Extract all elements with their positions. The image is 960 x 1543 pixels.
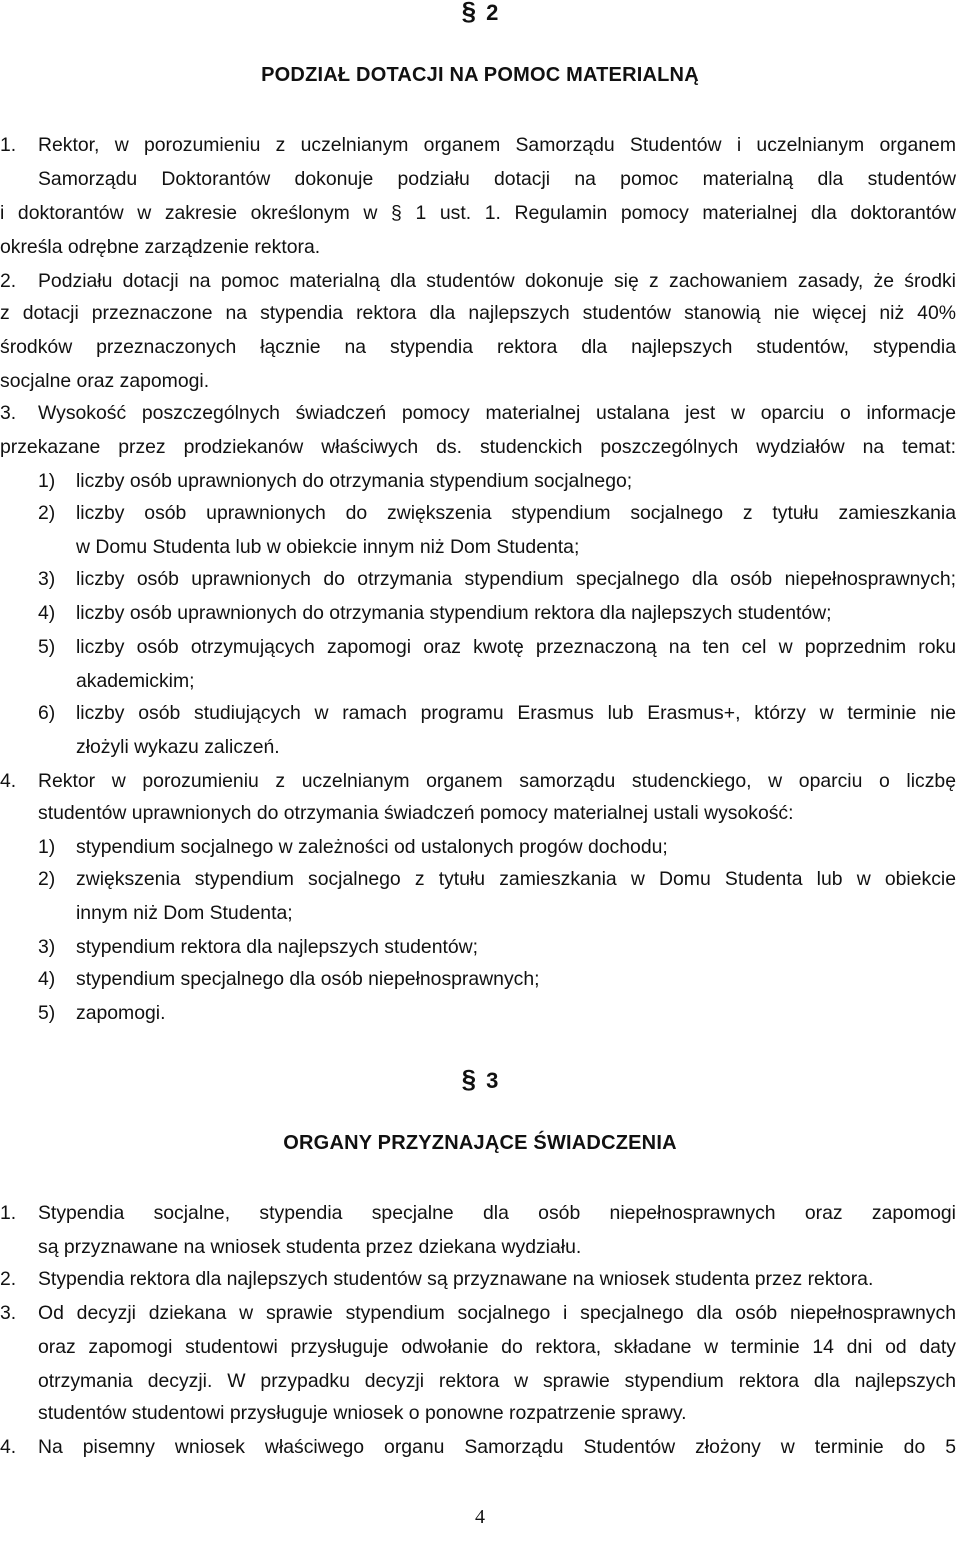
paragraph-line: Rektor, w porozumieniu z uczelnianym organem Samorządu Studentów i uczelnianym organem bbox=[38, 134, 956, 156]
paragraph-line: Samorządu Doktorantów dokonuje podziału dotacji na pomoc materialną dla studentów bbox=[38, 168, 956, 190]
paragraph-line: z dotacji przeznaczone na stypendia rektora dla najlepszych studentów stanowią nie więcej niż 40% bbox=[0, 302, 956, 324]
paragraph-line: studentów studentowi przysługuje wniosek o ponowne rozpatrzenie sprawy. bbox=[38, 1402, 687, 1424]
list-item-line: innym niż Dom Studenta; bbox=[76, 902, 293, 924]
section-symbol: § bbox=[461, 1064, 477, 1094]
section-3-heading: ORGANY PRZYZNAJĄCE ŚWIADCZENIA bbox=[283, 1132, 677, 1154]
section-2-mark bbox=[0, 0, 960, 27]
section-2-heading: PODZIAŁ DOTACJI NA POMOC MATERIALNĄ bbox=[261, 64, 699, 86]
list-item-number: 2) bbox=[38, 868, 56, 890]
paragraph-line: otrzymania decyzji. W przypadku decyzji rektora w sprawie stypendium rektora dla najlepszych bbox=[38, 1370, 956, 1392]
paragraph-line: przekazane przez prodziekanów właściwych ds. studenckich poszczególnych wydziałów na temat: bbox=[0, 436, 956, 458]
list-item-number: 3) bbox=[38, 568, 56, 590]
paragraph-line: Od decyzji dziekana w sprawie stypendium socjalnego i specjalnego dla osób niepełnosprawnych bbox=[38, 1302, 956, 1324]
list-item-number: 4) bbox=[38, 968, 56, 990]
section-number: 2 bbox=[486, 0, 499, 25]
list-item-number: 6) bbox=[38, 702, 56, 724]
section-number: 3 bbox=[486, 1068, 499, 1093]
paragraph-line: i doktorantów w zakresie określonym w § 1 ust. 1. Regulamin pomocy materialnej dla doktorantów bbox=[0, 202, 956, 224]
list-item-line: liczby osób uprawnionych do otrzymania stypendium rektora dla najlepszych studentów; bbox=[76, 602, 832, 624]
paragraph-line: Wysokość poszczególnych świadczeń pomocy materialnej ustalana jest w oparciu o informacje bbox=[38, 402, 956, 424]
paragraph-number: 4. bbox=[0, 1436, 17, 1458]
paragraph-line: Stypendia socjalne, stypendia specjalne dla osób niepełnosprawnych oraz zapomogi bbox=[38, 1202, 956, 1224]
paragraph-line: studentów uprawnionych do otrzymania świadczeń pomocy materialnej ustali wysokość: bbox=[38, 802, 794, 824]
list-item-line: w Domu Studenta lub w obiekcie innym niż Dom Studenta; bbox=[76, 536, 580, 558]
list-item-line: liczby osób uprawnionych do otrzymania stypendium socjalnego; bbox=[76, 470, 633, 492]
paragraph-line: socjalne oraz zapomogi. bbox=[0, 370, 210, 392]
paragraph-line: Podziału dotacji na pomoc materialną dla studentów dokonuje się z zachowaniem zasady, że środki bbox=[38, 270, 956, 292]
list-item-line: stypendium socjalnego w zależności od ustalonych progów dochodu; bbox=[76, 836, 668, 858]
list-item-number: 5) bbox=[38, 1002, 56, 1024]
section-3-mark bbox=[0, 1064, 960, 1095]
paragraph-number: 4. bbox=[0, 770, 17, 792]
list-item-line: złożyli wykazu zaliczeń. bbox=[76, 736, 280, 758]
list-item-line: akademickim; bbox=[76, 670, 195, 692]
list-item-line: stypendium rektora dla najlepszych studentów; bbox=[76, 936, 479, 958]
list-item-line: liczby osób uprawnionych do zwiększenia stypendium socjalnego z tytułu zamieszkania bbox=[76, 502, 956, 524]
list-item-line: stypendium specjalnego dla osób niepełnosprawnych; bbox=[76, 968, 540, 990]
list-item-number: 3) bbox=[38, 936, 56, 958]
paragraph-line: oraz zapomogi studentowi przysługuje odwołanie do rektora, składane w terminie 14 dni od daty bbox=[38, 1336, 956, 1358]
paragraph-line: Stypendia rektora dla najlepszych studentów są przyznawane na wniosek studenta przez rektora. bbox=[38, 1268, 874, 1290]
list-item-number: 1) bbox=[38, 836, 56, 858]
paragraph-number: 1. bbox=[0, 1202, 17, 1224]
list-item-line: zwiększenia stypendium socjalnego z tytułu zamieszkania w Domu Studenta lub w obiekcie bbox=[76, 868, 956, 890]
paragraph-line: Rektor w porozumieniu z uczelnianym organem samorządu studenckiego, w oparciu o liczbę bbox=[38, 770, 956, 792]
paragraph-number: 1. bbox=[0, 134, 17, 156]
list-item-number: 4) bbox=[38, 602, 56, 624]
list-item-line: liczby osób uprawnionych do otrzymania stypendium specjalnego dla osób niepełnosprawnych; bbox=[76, 568, 956, 590]
paragraph-line: środków przeznaczonych łącznie na stypendia rektora dla najlepszych studentów, stypendia bbox=[0, 336, 956, 358]
paragraph-line: określa odrębne zarządzenie rektora. bbox=[0, 236, 321, 258]
paragraph-number: 2. bbox=[0, 270, 17, 292]
list-item-line: liczby osób studiujących w ramach programu Erasmus lub Erasmus+, którzy w terminie nie bbox=[76, 702, 956, 724]
paragraph-line: są przyznawane na wniosek studenta przez dziekana wydziału. bbox=[38, 1236, 582, 1258]
paragraph-number: 2. bbox=[0, 1268, 17, 1290]
section-symbol: § bbox=[461, 0, 477, 26]
list-item-line: liczby osób otrzymujących zapomogi oraz kwotę przeznaczoną na ten cel w poprzednim roku bbox=[76, 636, 956, 658]
list-item-number: 1) bbox=[38, 470, 56, 492]
list-item-number: 2) bbox=[38, 502, 56, 524]
paragraph-line: Na pisemny wniosek właściwego organu Samorządu Studentów złożony w terminie do 5 bbox=[38, 1436, 956, 1458]
list-item-line: zapomogi. bbox=[76, 1002, 166, 1024]
list-item-number: 5) bbox=[38, 636, 56, 658]
paragraph-number: 3. bbox=[0, 1302, 17, 1324]
page-number: 4 bbox=[475, 1506, 485, 1528]
paragraph-number: 3. bbox=[0, 402, 17, 424]
